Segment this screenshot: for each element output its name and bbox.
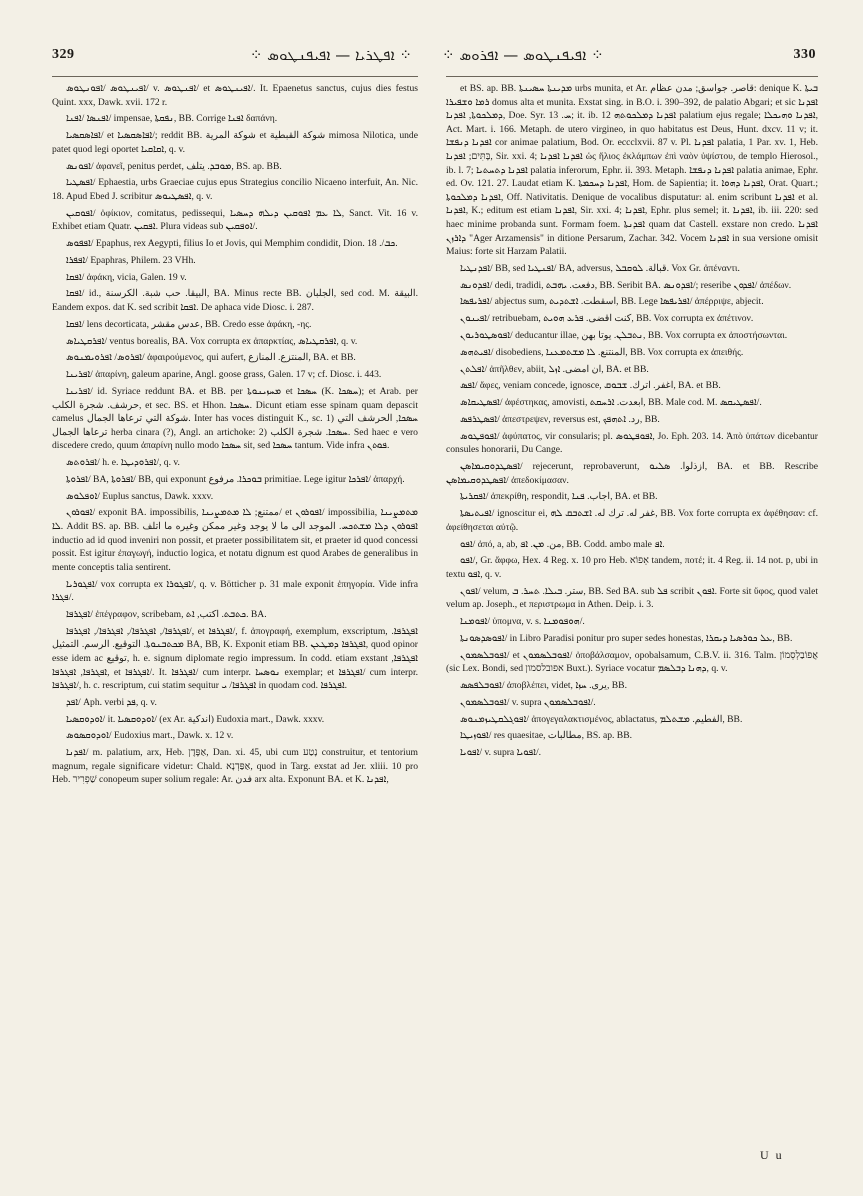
dictionary-entry: ܐܦܪܝܢܐ/ id. Syriace reddunt BA. et BB. per ܡܚܙܝܢܘܬܐ et ܚܣܟܐ (K. ܚܣܟܐ); et Arab. per حرشف. شجرة الكلب, et sec. BS. et Hhon. ܚܣܟܐ. Dicunt etiam esse spinam quam depascit camelus شوكة التي ترعاها الجمال. Inter has voces distinguit K., sc. 1) ܚܣܟܐ, الحرشف التي ترعاها الجمال herba cinara (?), Angl. an artichoke: 2) ܚܣܟܐ. شجرة الكلب. Sed haec e vero discedere credo, quum ἀπαρίνη nullo modo ܚܣܟܐ sit, sed ܚܣܟܐ tantum. Vide infra ܦܘܬܢ. bbox=[52, 385, 418, 452]
dictionary-entry: ܐܦܘܙܝܛܐ/ res quaesitae, مطالبات, BS. ap. BB. bbox=[460, 730, 633, 742]
dictionary-entry: ܐܦܓܘܪܝܐ/ vox corrupta ex ܐܦܓܘܪܐ/, q. v. Bötticher p. 31 male exponit ἐπηγορία. Vide infra ܦܓܪܐ/. bbox=[52, 578, 418, 604]
dictionary-entry: ܐܦܘܣܕܣܘܢܬܐ/ in Libro Paradisi ponitur pro super sedes honestas, ܥܠ ܟܘܪܣܝܐ ܕܝܩܪܐ, BB. bbox=[460, 632, 793, 644]
left-running-head: ⁘ ܐܦܛܪܝܐ — ܐܦܝܦܢܛܘܣ ⁘ bbox=[249, 46, 412, 64]
dictionary-entry: ܐܦܣ/ ἄφες, veniam concede, ignosce, اغفر. اترك. ܫܒܘܩ, BA. et BB. bbox=[460, 380, 721, 392]
dictionary-entry: ܐܦܓܪܦܐ/, ܐܦܓܪܦܐ/, ܐܦܓܪܦܐ/, ܐܦܓܪܦܐ/, et ܐܦܓܪܦܐ/, f. ἀπογραφή, exemplum, exscriptum, ܐܦܓܪܦܐ. ܡܟܬܒܢܘܬܐ. التوقيع. الرسم. التمثيل BA, BB, K. Exponit etiam BB. ܐܦܓܪܦܐ ܕܡܛܥܢ, quod opinor esse idem ac توقيع, h. e. signum diplomate regio impressum. In codd. etiam exstant ܐܦܓܪܦܐ, ܐܦܓܪܦܐ, ܐܦܓܪܦܐ, et ܐܦܓܪܦܐ/. It. ܐܦܓܪܦܐ/ cum interpr. ܢܘܣܚܐ exemplar; et ܐܦܓܪܦܐ/ cum interpr. ܐܦܓܪܦܐ/, h. c. rescriptum, cui statim sequitur ܐܦܓܪܦܐ/ ܝ in quodam cod. ܐܦܓܪܦܐ. bbox=[52, 625, 418, 692]
dictionary-entry: ܐܦܕܢܛܝܐ/ BB, sed ܐܦܢܛܝܐ/ BA, adversus, قبالة. ܠܘܩܒܠ. Vox Gr. ἀπέναντι. bbox=[460, 262, 740, 274]
right-running-head: ⁘ ܐܦܝܦܢܛܘܣ — ܐܦܪܘܣ ⁘ bbox=[442, 46, 604, 64]
dictionary-entry: ܐܦܩܐ/ id., البيقا. حب شبة. الكرسنة, BA. Minus recte BB. الجلبان, sed cod. M. البيقة. Eandem expos. dat K. sed scribit ܐܦܩܐ. De aphaca vide Diosc. i. 287. bbox=[52, 288, 418, 313]
dictionary-entry: ܐܦܘܡܢܐ/ ὑπομνα, v. s. ܗܘܦܘܡܢܐ/. bbox=[460, 616, 585, 628]
dictionary-entry: ܐܦܪܘܬܐ/ BA, ܐܦܪܘܬܐ/ BB, qui exponunt ܒܘܟܪܐ. مرفوع primitiae. Lege igitur ܐܦܪܟܐ/ ἀπαρχή. bbox=[66, 473, 405, 485]
dictionary-entry: ܐܦܘܢ/ velum, ستر. ܒܝܠܐ. ܬܚܪ. ܒ, BB. Sed BA. sub ܦܠ scribit ܐܦܘܢ. Forte sit ὕφος, quod valet velum ap. Joseph., et περιστρωμα in Athen. Deip. i. 3. bbox=[446, 585, 818, 611]
signature-mark: U u bbox=[760, 1148, 784, 1162]
dictionary-entry: ܐܦܪܘܣ/ ܐܦܪܘܝܡܢܘܣ/ ἀφαιρούμενος, qui aufert, المنتزع. المنازع, BA. et BB. bbox=[66, 352, 356, 364]
dictionary-entry: ܐܦܕ/ Aph. verbi ܦܕ, q. v. bbox=[66, 696, 157, 708]
dictionary-entry: ܐܦܘܓܠܩܛܝܙܡܢܘܣ/ ἀπογεγαλακτισμένος, ablactatus, الفطيم. ܡܫܬܠܡ, BB. bbox=[460, 713, 743, 725]
dictionary-entry: ܐܦܘܒܠܦܣܣ/ ἀποβλέπει, videt, يرى. ܚܙܐ, BB. bbox=[460, 680, 627, 692]
dictionary-entry: ܐܦܘܒܠܣܡܘܢ/ v. supra ܐܦܘܒܠܣܡܘܢ/. bbox=[460, 696, 596, 708]
dictionary-entry: ܐܘܦܠܘܣ/ Euplus sanctus, Dawk. xxxv. bbox=[66, 490, 214, 502]
dictionary-entry: ܐܦܣܛܕܘܩܝܡܐܣܢ/ rejecerunt, reprobaverunt, ازذلوا. ܣܠܝܘ, BA. et BB. Rescribe ܐܦܣܛܕܘܩܝܡܐܣܢ/ ἀπεδοκίμασαν. bbox=[446, 461, 818, 486]
dictionary-entry: ܐܦܣܛܪܦܣ/ ἀπεστρεψεν, reversus est, رد. ܐܬܗܦܟ, BB. bbox=[460, 413, 660, 425]
right-page-number: 330 bbox=[793, 47, 816, 62]
dictionary-entry: ܐܦܩܐ/ ἀφάκη, vicia, Galen. 19 v. bbox=[66, 271, 187, 283]
right-page-header bbox=[442, 40, 816, 70]
dictionary-entry: ܐܦܘܩܝܢ/ ὀφίκιον, comitatus, pedissequi, ܠܐ ܥܡ ܐܦܘܩܝܢ ܕܝܠܗ ܕܚܣܝܐ, Sanct. Vit. 16 v. Exhibet etiam Quatr. ܐܦܩܝܢ. Plura videas sub ܐܘܦܩܝܢ/. bbox=[52, 207, 418, 233]
dictionary-entry: ܐܦܓܪܦܐ/ ἐπέγραφον, scribebam, ܟܬܒܬ. اكتب, ܐܬ. BA. bbox=[66, 608, 267, 620]
dictionary-entry: ܐܦܘܒܠܣܡܘܢ/ et ܐܦܘܒܠܣܡܘܢ/ ὀποβάλσαμον, opobalsamum, C.B.V. ii. 316. Talm. אֲפוֹבַלְסְמוֹן (sic Lex. Bondi, sed אפובלסמון Buxt.). Syriace vocatur ܕܗܢܐ ܕܒܠܣܡ, q. v. bbox=[446, 649, 818, 675]
dictionary-entry: ܐܦܪܘܬܣ/ h. e. ܐܦܪܘܕܝܛܐ/, q. v. bbox=[66, 457, 180, 469]
dictionary-entry: et BS. ap. BB. ܡܕܝܢܬܐ ܚܣܝܢܬܐ urbs munita, et Ar. قاصر. جواسق; مدن عظام: denique K. ܒܝܬܐ ܪܡܐ ܘܫܦܝܪܐ domus alta et munita. Exstat sing. in B.O. i. 390–392, de palatio Abgari; et sic ܐܦܕܢܐ ܕܡܠܟܘܬܐ, ܐܦܕܢܐ, Doe. Syr. ܚ. 13; it. ib. 12 ܐܦܕܢܐ ܕܡܠܟܘܬܗ palatium ejus regale; ܐܦܕܢܐ ܘܗܝܟܠܐ, Act. Mart. i. 166. Metaph. de utero virgineo, in quo habitatus est Deus, Hunt. dxcv. 11 v; it. ܐܦܕܢܐ ܕܢܦܫܐ cor animae palatium, Bod. Or. eccclxvii. 87 v. Pl. ܐܦܕܢܐ palatia, 1 Par. xv. 1, Heb. בָּתִּים; ܐܦܕܢܐ, Sir. xxi. 4; ܐܦܕܢܐ ܐܦܕܢܐ ὡς ἥλιος ἐκλάμπων ἐπὶ ναὸν ὑψίστου, de templo Hierosol., ib. l. 7; ܐܦܕܢܐ ܕܬܚܬܝܐ palatia inferorum, Ephr. ii. 393. Metaph. ܐܦܕܢܐ ܕܢܦܫܐ palatia animae, Ephr. ed. Ov. 121. 27. Laudat etiam K. ܐܦܕܢܐ ܕܚܟܡܬܐ, Hom. de Sapientia; it. ܐܦܕܢܐ ܕܗܘܐ, Orat. Quart.; ܐܦܕܢܐ ܕܡܠܟܘܬܐ, Off. Nativitatis. Denique de vocalibus disputatur: al. enim scribunt ܐܦܕܢܐ et al. ܐܦܕܢܐ, K.; editum est etiam ܐܦܕܢܐ, Sir. xxi. 4; ܐܦܕܢܐ, Ephr. plus semel; it. ܐܦܕܢܐ, ib. iii. 220: sed haec minime probanda sunt. Formam foem. ܐܦܕܢܬܐ quam dat Castell. exstare non credo. ܐܦܕܢܐ ܕܐܪܙܢ "Ager Arzamensis" in ditione Persarum, Zachar. 342. Vocem ܐܦܕܢܐ in sua versione omisit Maius: forte sit Harzam Palatii. bbox=[446, 83, 818, 258]
dictionary-entry: ܐܦܦܘܣ/ Epaphus, rex Aegypti, filius Io et Jovis, qui Memphim condidit, Dion. ܟܒ/. 18. bbox=[66, 238, 398, 250]
dictionary-entry: ܐܦܘ/ ἀπό, a, ab, من. ܡܢ. ܐܦ, BB. Codd. ambo male ܐܦ. bbox=[460, 538, 665, 550]
dictionary-entry: ܐܦܕܢܐ/ m. palatium, arx, Heb. אַפֶּדֶן, Dan. xi. 45, ubi cum נָטַע construitur, et tentorium magnum, regale significare videtur: Chald. אַפַּדְנָא, quod in Targ. exstat ad Jer. xliii. 10 pro Heb. שַׁפְרִיר conopeum super solium regale: Ar. فدن arx alta. Exponunt BA. et K. ܐܦܕܢܐ, bbox=[52, 747, 418, 786]
right-header-rule bbox=[446, 76, 818, 77]
dictionary-entry: ܐܦܘܪܘܢ/ exponit BA. impossibilis, ممتنع; ܠܐ ܡܬܡܨܝܢܐ/ et ܐܦܘܪܘܢ/ impossibilia, ܡܬܡܨܝܢܐ ܠܐ. Addit BS. ap. BB. ܐܦܘܪܘܢ ܕܠܐ ܡܫܬܟܚ. الموجد الى ما لا يوجد وغير ممكن وغيره ما اتلف inductio ad id quod inveniri non possit, et praeter possibilitatem sit, et praeter id quod concessi possit. Est igitur ἐπαγωγή, inductio logica, et notatu dignum est quod Arabes de generalibus in mente conceptis talia sentirent. bbox=[52, 507, 418, 573]
dictionary-entry: ܐܦܪܝܢܐ/ ἀπαρίνη, galeum aparine, Angl. goose grass, Galen. 17 v; cf. Diosc. i. 443. bbox=[66, 369, 382, 381]
dictionary-entry: ܐܘܕܘܩܣܝܐ/ it. ܐܘܕܘܩܣܝܐ/ (ex Ar. اندكية) Eudoxia mart., Dawk. xxxv. bbox=[66, 713, 325, 725]
dictionary-entry: ܐܦܝܬܝܣܬܐ/ ignoscitur ei, غفر له. ترك له. ܐܫܬܒܩ ܠܗ, BB. Vox forte corrupta ex ἀφέθησαν: cf. ἀφείθησεται αὐτῷ. bbox=[446, 508, 818, 533]
dictionary-entry: ܐܦܣܛܝܐ/ Ephaestia, urbs Graeciae cujus epus Strategius concilio Nicaeno interfuit, An. Nic. 18. Apud Ebed J. scribitur ܐܦܣܛܝܘܣ, q. v. bbox=[52, 177, 418, 202]
right-column bbox=[446, 82, 818, 1142]
dictionary-entry: ܐܦܣܛܝܩܐܣ/ ἀφέστηκας, amovisti, ابعدت. ܐܪܚܩܬ, BB. Male cod. M. ܐܦܣܛܝܩܣ/. bbox=[460, 397, 762, 409]
dictionary-entry: ܐܦܘܝܐ/ v. supra ܐܦܘܝܐ/. bbox=[460, 747, 542, 759]
dictionary-entry: ܐܦܝܢܘܢ/ retribuebam, كنت اقضى. ܦܪܥ ܗܘܝܬ, BB. Vox corrupta ex ἀπέτινον. bbox=[460, 313, 754, 325]
dictionary-entry: ܐܦܘ/, Gr. ἄφφω, Hex. 4 Reg. x. 10 pro Heb. אֵפוֹא tandem, ποτέ; it. 4 Reg. ii. 14 not. p, ubi in textu ܐܦܘ, q. v. bbox=[446, 555, 818, 580]
left-header-rule bbox=[52, 76, 418, 77]
dictionary-entry: ܐܦܝܬܗܣ/ disobediens, المنتنع. ܠܐ ܡܫܬܡܥܢܐ, BB. Vox corrupta ex ἀπειθής. bbox=[460, 346, 744, 358]
dictionary-entry: ܐܦܢܣܐ /ܐܦܢܐ/ impensae, ܢܦܩܬܐ, BB. Corrige ܐܦܢܐ δαπάνη. bbox=[66, 113, 278, 125]
dictionary-entry: ܐܦܪܝܦܣܐ/ abjectus sum, اسقطت. ܐܫܬܕܝܬ, BB. Lege ܐܦܪܝܦܣܐ/ ἀπέρριψε, abjecit. bbox=[460, 296, 764, 308]
dictionary-entry: ܐܦܘܢܣ/ ἀφανεῖ, penitus perdet, ܡܘܒܕ. يتلف, BS. ap. BB. bbox=[66, 160, 282, 172]
dictionary-entry: ܐܦܘܦܛܘܣ/ ἀφύπατος, vir consularis; pl. ܐܦܘܦܛܘܣ, Jo. Eph. 203. 14. Ἀπὸ ὑπάτων dicebantur consules honorarii, Du Cange. bbox=[446, 430, 818, 456]
left-column bbox=[52, 82, 418, 1142]
dictionary-entry: ܐܦܠܬܢ/ ἀπῆλθεν, abiit, ان امضى. ܐܙܠ, BA. et BB. bbox=[460, 363, 649, 375]
dictionary-entry: ܐܦܩܐ/ lens decorticata, عدس مقشر, BB. Credo esse ἀφάκη, -ης. bbox=[66, 318, 312, 330]
dictionary-entry: ܐܘܕܘܩܣܘܣ/ Eudoxius mart., Dawk. x. 12 v. bbox=[66, 730, 234, 742]
dictionary-entry: ܐܦܕܘܢܣ/ dedi, tradidi, دفعت. ܝܗܒܬ, BB. Seribit BA. ܐܦܕܘܢܣ/; reseribe ܐܦܕܘܢ/ ἀπέδων. bbox=[460, 279, 792, 291]
left-page-header bbox=[52, 40, 412, 70]
dictionary-entry: ܐܦܘܣܛܘܪܝܘܢ/ deducantur illae, ܢܬܒܠܢ. يوتا بهن, BB. Vox corrupta ex ἀποστήσωνται. bbox=[460, 330, 788, 342]
dictionary-entry: ܐܦܪܩܛܝܐܣ/ ventus borealis, BA. Vox corrupta ex ἀπαρκτίας, ܐܦܪܩܛܝܐܣ, q. v. bbox=[66, 335, 358, 347]
left-page-number: 329 bbox=[52, 47, 75, 62]
dictionary-entry: ܐܦܩܪܝܬܐ/ ἀπεκρίθη, respondit, اجاب. ܦܢܐ, BA. et BB. bbox=[460, 491, 658, 503]
dictionary-entry: ܐܦܦܪܐ/ Epaphras, Philem. 23 VHh. bbox=[66, 254, 196, 266]
dictionary-entry: ܐܦܝܢܛܘܣ /ܐܦܘܢܛܘܣ/ v. ܐܦܢܛܘܣ/ et ܐܦܝܢܛܘܣ/. It. Epaenetus sanctus, cujus dies festus Quint. xxx, Dawk. xvii. 172 r. bbox=[52, 83, 418, 108]
dictionary-entry: ܐܦܐܣܩܣܝܐ/ et ܐܦܐܣܩܣܝܐ/; reddit BB. شوكة المرية et شوكة القبطية mimosa Nilotica, unde patet quod legi oportet ܐܩܐܩܝܐ, q. v. bbox=[52, 130, 418, 155]
